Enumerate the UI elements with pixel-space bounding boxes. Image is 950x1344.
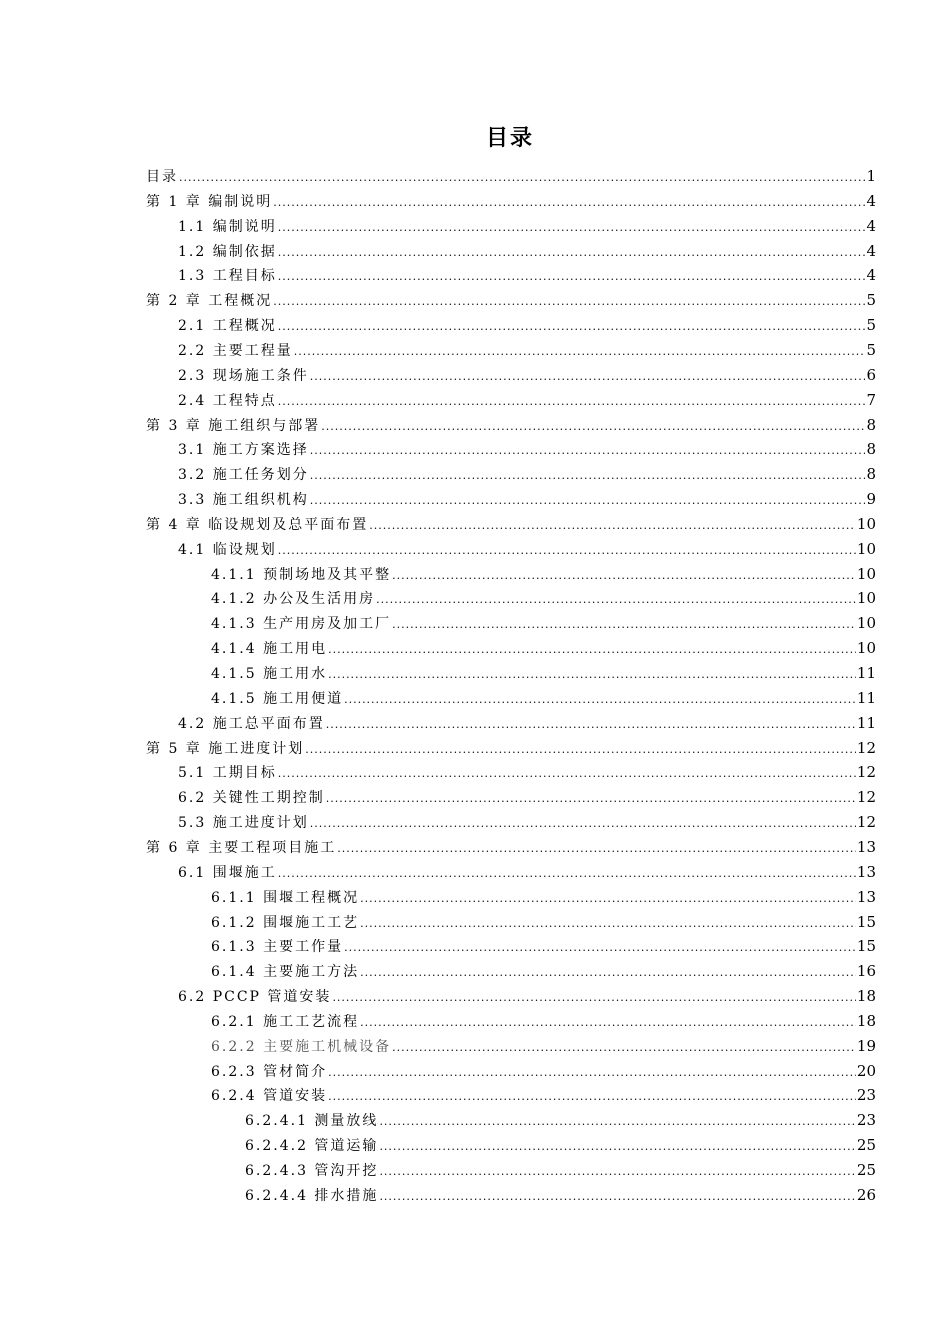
toc-dot-leader [310, 814, 856, 834]
toc-entry-title: 第 6 章 主要工程项目施工 [146, 839, 337, 856]
toc-entry[interactable] [245, 1160, 876, 1180]
toc-dot-leader [332, 988, 855, 1008]
toc-entry-title: 5.1 工期目标 [178, 765, 277, 782]
toc-page-number: 10 [856, 614, 876, 633]
toc-entry[interactable] [211, 1085, 876, 1105]
toc-entry-title: 目录 [146, 169, 178, 185]
toc-page-number: 5 [866, 340, 876, 359]
toc-dot-leader [379, 1187, 855, 1207]
toc-dot-leader [321, 417, 865, 437]
toc-entry-title: 6.2 关键性工期控制 [178, 790, 325, 807]
toc-entry[interactable] [178, 365, 876, 385]
toc-dot-leader [310, 441, 866, 461]
toc-dot-leader [278, 541, 856, 561]
toc-page-number: 10 [856, 514, 876, 533]
toc-dot-leader [360, 1013, 856, 1033]
toc-page-number: 13 [856, 862, 876, 881]
toc-dot-leader [278, 392, 866, 412]
toc-dot-leader [294, 342, 866, 362]
toc-dot-leader [369, 516, 856, 536]
toc-entry-title: 6.2.4 管道安装 [211, 1088, 328, 1105]
toc-entry[interactable] [245, 1135, 876, 1155]
toc-entry[interactable] [211, 1061, 876, 1081]
toc-page-number: 9 [866, 490, 876, 509]
toc-page-number: 25 [856, 1136, 876, 1155]
toc-entry[interactable] [211, 936, 876, 956]
toc-entry[interactable] [245, 1110, 876, 1130]
toc-entry[interactable] [245, 1185, 876, 1205]
toc-entry[interactable] [178, 439, 876, 459]
toc-entry-title: 第 2 章 工程概况 [146, 293, 273, 310]
toc-page-number: 11 [856, 688, 876, 707]
toc-page-number: 13 [856, 837, 876, 856]
toc-dot-leader [310, 367, 866, 387]
toc-dot-leader [379, 1137, 855, 1157]
toc-dot-leader [360, 914, 856, 934]
toc-page-number: 4 [866, 266, 876, 285]
toc-entry-title: 4.1.2 办公及生活用房 [211, 591, 376, 608]
toc-entry[interactable] [146, 514, 876, 534]
toc-dot-leader [326, 789, 856, 809]
toc-page-number: 16 [856, 962, 876, 981]
toc-page-number: 13 [856, 887, 876, 906]
toc-page-number: 18 [856, 1011, 876, 1030]
toc-entry-title: 4.1 临设规划 [178, 541, 277, 558]
toc-entry-title: 4.1.4 施工用电 [211, 641, 328, 658]
toc-entry[interactable] [178, 713, 876, 733]
toc-entry[interactable] [211, 1011, 876, 1031]
toc-dot-leader [278, 764, 856, 784]
toc-entry[interactable] [211, 1036, 876, 1056]
toc-entry-title: 6.2.2 主要施工机械设备 [211, 1038, 392, 1055]
toc-dot-leader [376, 590, 856, 610]
toc-entry[interactable] [146, 837, 876, 857]
toc-entry-title: 4.1.3 生产用房及加工厂 [211, 616, 392, 633]
toc-entry-title: 1.2 编制依据 [178, 243, 277, 260]
toc-entry[interactable] [178, 265, 876, 285]
toc-dot-leader [278, 864, 856, 884]
toc-entry[interactable] [178, 762, 876, 782]
toc-entry-title: 6.1.3 主要工作量 [211, 939, 344, 956]
toc-dot-leader [273, 193, 865, 213]
toc-entry[interactable] [211, 887, 876, 907]
toc-entry-title: 2.2 主要工程量 [178, 342, 293, 359]
toc-entry[interactable] [178, 539, 876, 559]
toc-page-number: 8 [866, 415, 876, 434]
toc-page-number: 12 [856, 788, 876, 807]
toc-entry-title: 4.1.5 施工用便道 [211, 690, 344, 707]
toc-page-number: 23 [856, 1086, 876, 1105]
toc-page-number: 11 [856, 713, 876, 732]
toc-page-number: 10 [856, 639, 876, 658]
toc-dot-leader [310, 491, 866, 511]
toc-dot-leader [379, 1162, 855, 1182]
toc-dot-leader [360, 963, 856, 983]
toc-entry-title: 6.2.1 施工工艺流程 [211, 1013, 360, 1030]
toc-entry[interactable] [146, 290, 876, 310]
toc-dot-leader [273, 292, 865, 312]
toc-page-number: 10 [856, 539, 876, 558]
toc-entry-title: 6.2.4.3 管沟开挖 [245, 1163, 379, 1179]
toc-entry[interactable] [178, 862, 876, 882]
toc-page-number: 10 [856, 589, 876, 608]
toc-dot-leader [344, 938, 856, 958]
toc-dot-leader [392, 615, 856, 635]
toc-entry-title: 第 3 章 施工组织与部署 [146, 417, 321, 434]
toc-page-number: 8 [866, 465, 876, 484]
toc-dot-leader [337, 839, 856, 859]
toc-entry-title: 3.1 施工方案选择 [178, 442, 309, 459]
toc-entry-title: 6.1.4 主要施工方法 [211, 964, 360, 981]
toc-entry[interactable] [178, 464, 876, 484]
toc-entry[interactable] [211, 588, 876, 608]
toc-entry[interactable] [178, 986, 876, 1006]
page-title: 目录 [485, 126, 534, 151]
toc-entry-title: 3.2 施工任务划分 [178, 467, 309, 484]
toc-page-number: 19 [856, 1036, 876, 1055]
toc-entry-title: 6.2 PCCP 管道安装 [178, 989, 332, 1006]
toc-entry[interactable] [178, 489, 876, 509]
toc-entry-title: 2.1 工程概况 [178, 318, 277, 335]
toc-page-number: 25 [856, 1161, 876, 1179]
toc-page-number: 4 [866, 241, 876, 260]
toc-page-number: 26 [856, 1185, 876, 1204]
toc-entry[interactable] [178, 315, 876, 335]
toc-entry-title: 第 5 章 施工进度计划 [146, 740, 305, 757]
toc-entry[interactable] [178, 787, 876, 807]
toc-dot-leader [392, 1038, 856, 1058]
toc-dot-leader [278, 218, 866, 238]
toc-entry-title: 5.3 施工进度计划 [178, 815, 309, 832]
toc-entry[interactable] [178, 340, 876, 360]
toc-dot-leader [344, 690, 856, 710]
toc-entry[interactable] [178, 216, 876, 236]
toc-page-number: 12 [856, 738, 876, 757]
toc-page-number: 5 [866, 316, 876, 335]
toc-entry-title: 4.2 施工总平面布置 [178, 715, 325, 732]
toc-entry[interactable] [146, 166, 876, 186]
toc-page-number: 15 [856, 937, 876, 956]
toc-page-number: 20 [856, 1061, 876, 1080]
toc-entry[interactable] [211, 961, 876, 981]
toc-dot-leader [278, 317, 866, 337]
toc-entry[interactable] [211, 564, 876, 584]
toc-dot-leader [328, 1063, 856, 1083]
toc-entry[interactable] [211, 613, 876, 633]
toc-entry[interactable] [211, 688, 876, 708]
toc-entry[interactable] [178, 390, 876, 410]
toc-page-number: 18 [856, 987, 876, 1006]
toc-page-number: 4 [866, 191, 876, 210]
toc-entry-title: 第 1 章 编制说明 [146, 193, 273, 210]
toc-entry-title: 6.1 围堰施工 [178, 864, 277, 881]
toc-entry[interactable] [211, 912, 876, 932]
toc-entry[interactable] [211, 638, 876, 658]
toc-page-number: 11 [856, 664, 876, 682]
toc-entry[interactable] [211, 663, 876, 683]
toc-dot-leader [392, 566, 856, 586]
toc-entry-title: 第 4 章 临设规划及总平面布置 [146, 516, 369, 533]
toc-entry[interactable] [178, 241, 876, 261]
toc-dot-leader [179, 168, 865, 188]
toc-entry-title: 2.4 工程特点 [178, 392, 277, 409]
toc-entry-title: 6.2.3 管材简介 [211, 1063, 328, 1080]
toc-page-number: 4 [866, 216, 876, 235]
toc-page-number: 7 [866, 390, 876, 409]
toc-entry[interactable] [178, 812, 876, 832]
toc-entry-title: 1.3 工程目标 [178, 268, 277, 285]
toc-entry-title: 6.2.4.2 管道运输 [245, 1138, 379, 1155]
toc-dot-leader [326, 715, 856, 735]
toc-page-number: 8 [866, 440, 876, 459]
toc-dot-leader [328, 665, 856, 685]
toc-page-number: 1 [866, 167, 876, 185]
toc-page-number: 15 [856, 912, 876, 931]
toc-entry-title: 2.3 现场施工条件 [178, 367, 309, 384]
toc-dot-leader [328, 1087, 856, 1107]
toc-page-number: 12 [856, 763, 876, 782]
toc-dot-leader [360, 889, 856, 909]
toc-entry-title: 4.1.1 预制场地及其平整 [211, 566, 392, 583]
toc-entry-title: 6.1.1 围堰工程概况 [211, 889, 360, 906]
toc-entry-title: 1.1 编制说明 [178, 218, 277, 235]
toc-dot-leader [278, 267, 866, 287]
toc-entry-title: 4.1.5 施工用水 [211, 666, 328, 682]
toc-dot-leader [305, 740, 856, 760]
toc-page-number: 6 [866, 365, 876, 384]
toc-page-number: 5 [866, 291, 876, 310]
toc-dot-leader [278, 243, 866, 263]
toc-dot-leader [310, 466, 866, 486]
toc-entry[interactable] [146, 415, 876, 435]
toc-page-number: 10 [856, 564, 876, 583]
toc-dot-leader [328, 640, 856, 660]
toc-entry-title: 6.2.4.4 排水措施 [245, 1187, 379, 1204]
toc-entry[interactable] [146, 738, 876, 758]
toc-entry-title: 3.3 施工组织机构 [178, 492, 309, 509]
toc-page-number: 23 [856, 1111, 876, 1130]
toc-entry-title: 6.2.4.1 测量放线 [245, 1113, 379, 1130]
toc-entry-title: 6.1.2 围堰施工工艺 [211, 914, 360, 931]
toc-page-number: 12 [856, 813, 876, 832]
toc-entry[interactable] [146, 191, 876, 211]
toc-dot-leader [379, 1112, 855, 1132]
